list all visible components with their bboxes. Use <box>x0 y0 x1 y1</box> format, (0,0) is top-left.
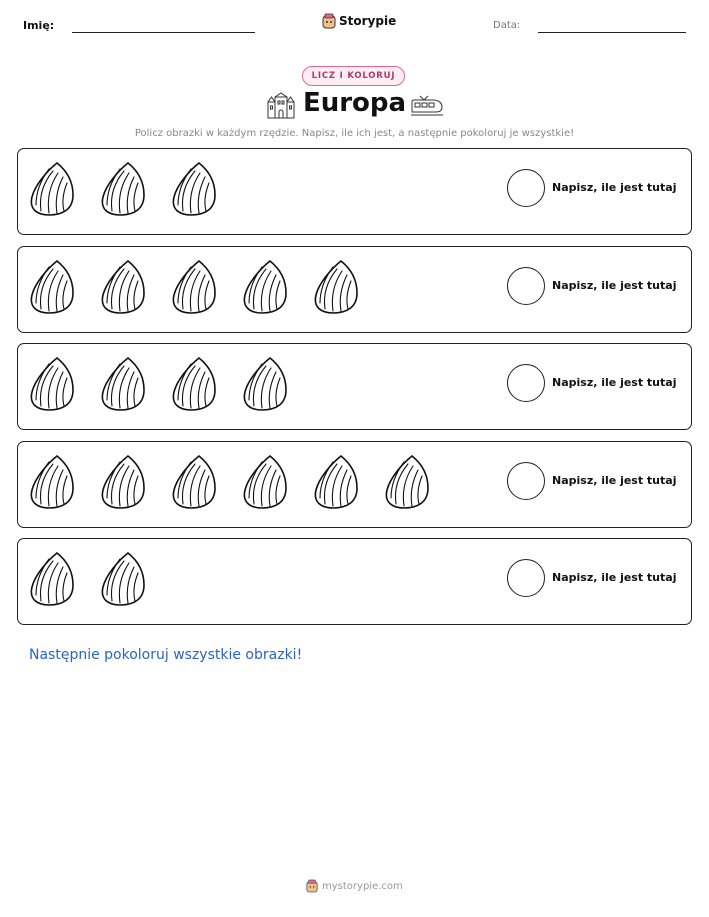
almond-icon <box>384 454 430 510</box>
page-title: Europa <box>302 88 407 118</box>
almond-icon <box>29 356 75 412</box>
answer-circle[interactable] <box>507 462 545 500</box>
almond-item[interactable] <box>171 161 217 217</box>
brand-name: Storypie <box>339 14 397 28</box>
almond-item[interactable] <box>384 454 430 510</box>
almond-item[interactable] <box>29 161 75 217</box>
answer-label: Napisz, ile jest tutaj <box>552 181 677 194</box>
count-row <box>17 148 692 235</box>
almond-item[interactable] <box>313 259 359 315</box>
date-line <box>538 32 686 33</box>
row-items <box>29 356 288 412</box>
count-row <box>17 441 692 528</box>
almond-item[interactable] <box>242 454 288 510</box>
brand-logo <box>322 13 396 29</box>
storypie-mascot-icon <box>306 879 318 893</box>
answer-circle[interactable] <box>507 267 545 305</box>
almond-item[interactable] <box>242 356 288 412</box>
date-label: Data: <box>493 20 521 31</box>
almond-item[interactable] <box>29 259 75 315</box>
almond-icon <box>100 454 146 510</box>
row-items <box>29 551 146 607</box>
almond-icon <box>171 356 217 412</box>
activity-badge: LICZ I KOLORUJ <box>302 66 405 86</box>
footer-note: Następnie pokoloruj wszystkie obrazki! <box>29 647 303 663</box>
almond-icon <box>242 356 288 412</box>
answer-circle[interactable] <box>507 559 545 597</box>
answer-label: Napisz, ile jest tutaj <box>552 376 677 389</box>
site-url: mystorypie.com <box>322 880 403 892</box>
train-icon <box>410 94 444 118</box>
almond-item[interactable] <box>100 259 146 315</box>
almond-item[interactable] <box>29 454 75 510</box>
almond-item[interactable] <box>171 356 217 412</box>
almond-icon <box>171 161 217 217</box>
answer-label: Napisz, ile jest tutaj <box>552 571 677 584</box>
almond-item[interactable] <box>29 356 75 412</box>
almond-item[interactable] <box>29 551 75 607</box>
almond-item[interactable] <box>100 551 146 607</box>
almond-icon <box>29 161 75 217</box>
storypie-mascot-icon <box>322 13 336 29</box>
row-items <box>29 259 359 315</box>
almond-icon <box>29 551 75 607</box>
count-row <box>17 246 692 333</box>
name-line <box>72 32 255 33</box>
instructions: Policz obrazki w każdym rzędzie. Napisz, ile ich jest, a następnie pokoloruj je wszystkie! <box>134 128 575 139</box>
almond-item[interactable] <box>313 454 359 510</box>
answer-label: Napisz, ile jest tutaj <box>552 473 677 487</box>
count-row <box>17 343 692 430</box>
almond-icon <box>100 356 146 412</box>
almond-icon <box>29 259 75 315</box>
almond-icon <box>100 259 146 315</box>
almond-icon <box>242 259 288 315</box>
almond-icon <box>171 454 217 510</box>
almond-icon <box>100 161 146 217</box>
almond-icon <box>313 454 359 510</box>
almond-item[interactable] <box>171 259 217 315</box>
row-items <box>29 161 217 217</box>
almond-icon <box>242 454 288 510</box>
almond-item[interactable] <box>171 454 217 510</box>
almond-icon <box>313 259 359 315</box>
almond-item[interactable] <box>100 454 146 510</box>
answer-circle[interactable] <box>507 364 545 402</box>
row-items <box>29 454 430 510</box>
almond-icon <box>29 454 75 510</box>
almond-item[interactable] <box>242 259 288 315</box>
almond-item[interactable] <box>100 161 146 217</box>
almond-icon <box>100 551 146 607</box>
site-footer <box>306 879 403 893</box>
count-row <box>17 538 692 625</box>
almond-icon <box>171 259 217 315</box>
answer-circle[interactable] <box>507 169 545 207</box>
almond-item[interactable] <box>100 356 146 412</box>
name-label: Imię: <box>23 19 55 32</box>
answer-label: Napisz, ile jest tutaj <box>552 278 677 292</box>
